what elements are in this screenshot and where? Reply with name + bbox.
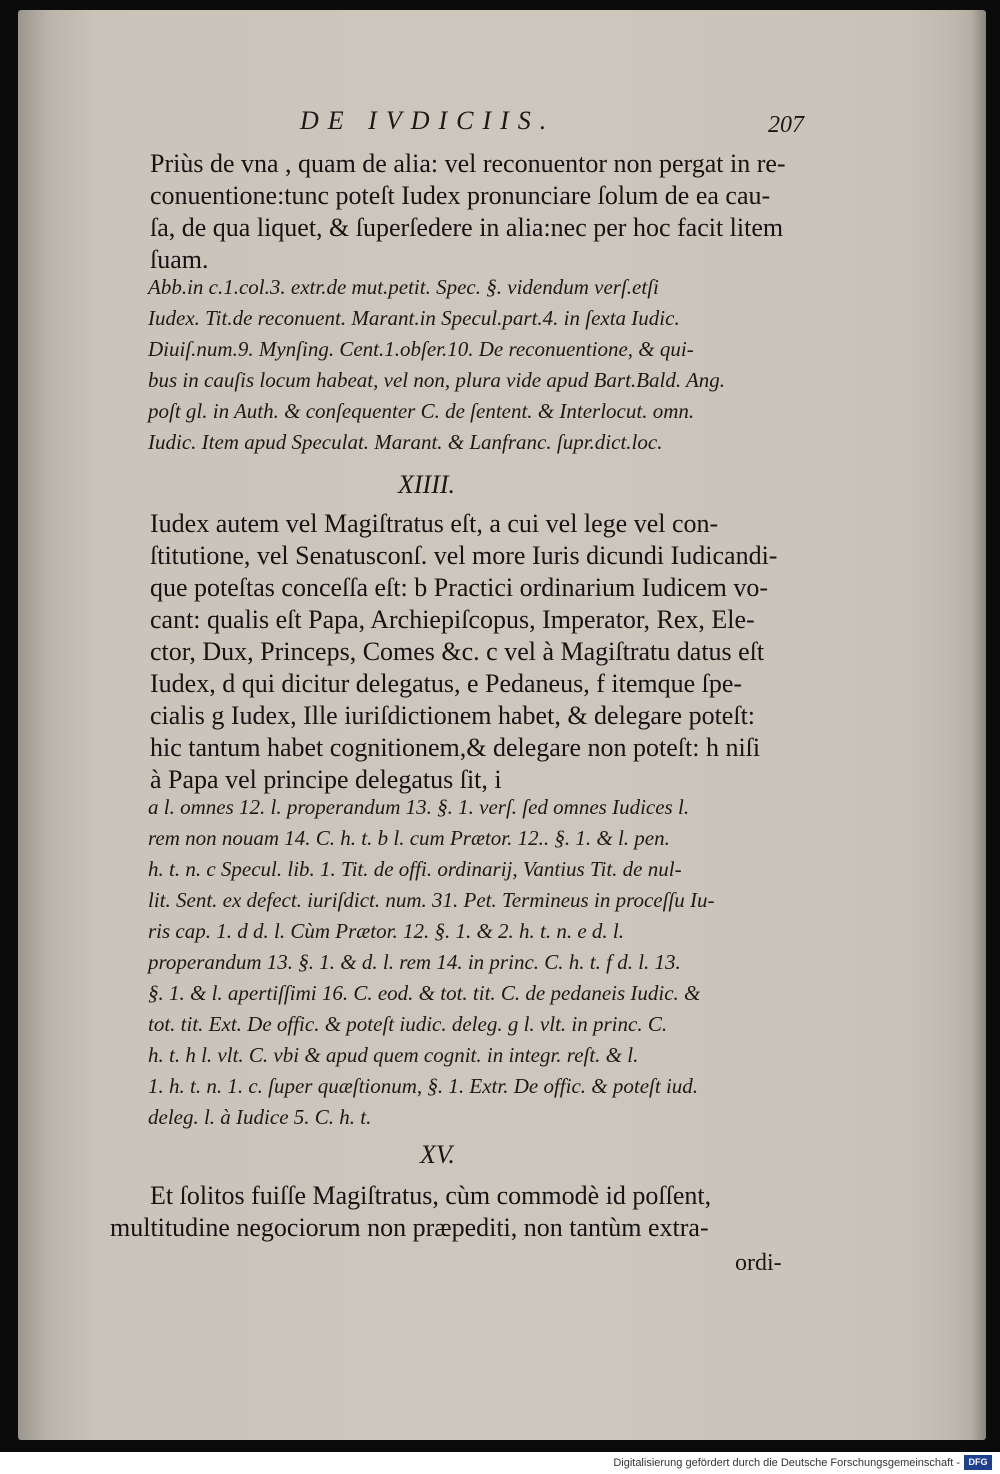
section-heading-14: XIIII. — [398, 470, 456, 499]
text-line: conuentione:tunc poteſt Iudex pronunciare ſolum de ea cau- — [150, 181, 771, 210]
note-line: §. 1. & l. apertiſſimi 16. C. eod. & tot. tit. C. de pedaneis Iudic. & — [148, 981, 701, 1005]
note-line: tot. tit. Ext. De offic. & poteſt iudic. deleg. g l. vlt. in princ. C. — [148, 1012, 668, 1036]
note-line: properandum 13. §. 1. & d. l. rem 14. in princ. C. h. t. f d. l. 13. — [148, 950, 681, 974]
note-line: bus in cauſis locum habeat, vel non, plura vide apud Bart.Bald. Ang. — [148, 368, 726, 392]
annotations-2 — [148, 792, 788, 1133]
note-line: Abb.in c.1.col.3. extr.de mut.petit. Spec. §. videndum verſ.etſi — [148, 275, 659, 299]
text-line: que poteſtas conceſſa eſt: b Practici ordinarium Iudicem vo- — [150, 573, 769, 602]
text-line: Iudex autem vel Magiſtratus eſt, a cui vel lege vel con- — [150, 509, 719, 538]
note-line: lit. Sent. ex defect. iuriſdict. num. 31. Pet. Termineus in proceſſu Iu- — [148, 888, 715, 912]
page-number: 207 — [768, 112, 804, 138]
text-line: ſa, de qua liquet, & ſuperſedere in alia:nec per hoc facit litem — [150, 213, 784, 242]
dfg-credit-text: Digitalisierung gefördert durch die Deutsche Forschungsgemeinschaft - — [613, 1457, 960, 1469]
note-line: rem non nouam 14. C. h. t. b l. cum Prætor. 12.. §. 1. & l. pen. — [148, 826, 670, 850]
running-head: DE IVDICIIS. — [300, 106, 556, 135]
catchword: ordi- — [735, 1250, 782, 1276]
text-line: cialis g Iudex, Ille iuriſdictionem habet, & delegare poteſt: — [150, 701, 756, 730]
note-line: deleg. l. à Iudice 5. C. h. t. — [148, 1105, 372, 1129]
note-line: Diuiſ.num.9. Mynſing. Cent.1.obſer.10. De reconuentione, & qui- — [148, 337, 694, 361]
text-line: hic tantum habet cognitionem,& delegare non poteſt: h niſi — [150, 733, 761, 762]
text-line: Priùs de vna , quam de alia: vel reconuentor non pergat in re- — [150, 149, 786, 178]
text-line: multitudine negociorum non præpediti, non tantùm extra- — [110, 1213, 709, 1242]
note-line: Iudic. Item apud Speculat. Marant. & Lanfranc. ſupr.dict.loc. — [148, 430, 663, 454]
note-line: h. t. n. c Specul. lib. 1. Tit. de offi. ordinarij, Vantius Tit. de nul- — [148, 857, 682, 881]
text-line: ctor, Dux, Princeps, Comes &c. c vel à Magiſtratu datus eſt — [150, 637, 765, 666]
paragraph-3 — [110, 1180, 810, 1244]
text-line: cant: qualis eſt Papa, Archiepiſcopus, Imperator, Rex, Ele- — [150, 605, 755, 634]
text-line: Iudex, d qui dicitur delegatus, e Pedaneus, f itemque ſpe- — [150, 669, 743, 698]
note-line: poſt gl. in Auth. & conſequenter C. de ſentent. & Interlocut. omn. — [148, 399, 695, 423]
dfg-logo[interactable]: DFG — [964, 1455, 992, 1470]
note-line: h. t. h l. vlt. C. vbi & apud quem cognit. in integr. reſt. & l. — [148, 1043, 639, 1067]
paragraph-1 — [150, 148, 810, 276]
text-line: à Papa vel principe delegatus ſit, i — [150, 765, 502, 794]
footer-bar — [0, 1452, 1000, 1474]
paragraph-2 — [150, 508, 830, 796]
text-line: ſtitutione, vel Senatusconſ. vel more Iuris dicundi Iudicandi- — [150, 541, 778, 570]
note-line: Iudex. Tit.de reconuent. Marant.in Specul.part.4. in ſexta Iudic. — [148, 306, 680, 330]
section-heading-15: XV. — [420, 1140, 455, 1169]
text-line: Et ſolitos fuiſſe Magiſtratus, cùm commodè id poſſent, — [150, 1181, 712, 1210]
note-line: 1. h. t. n. 1. c. ſuper quæſtionum, §. 1. Extr. De offic. & poteſt iud. — [148, 1074, 699, 1098]
page-edge-shadow — [972, 10, 986, 1440]
annotations-1 — [148, 272, 788, 458]
text-line: ſuam. — [150, 245, 209, 274]
note-line: ris cap. 1. d d. l. Cùm Prætor. 12. §. 1. & 2. h. t. n. e d. l. — [148, 919, 625, 943]
note-line: a l. omnes 12. l. properandum 13. §. 1. verſ. ſed omnes Iudices l. — [148, 795, 690, 819]
